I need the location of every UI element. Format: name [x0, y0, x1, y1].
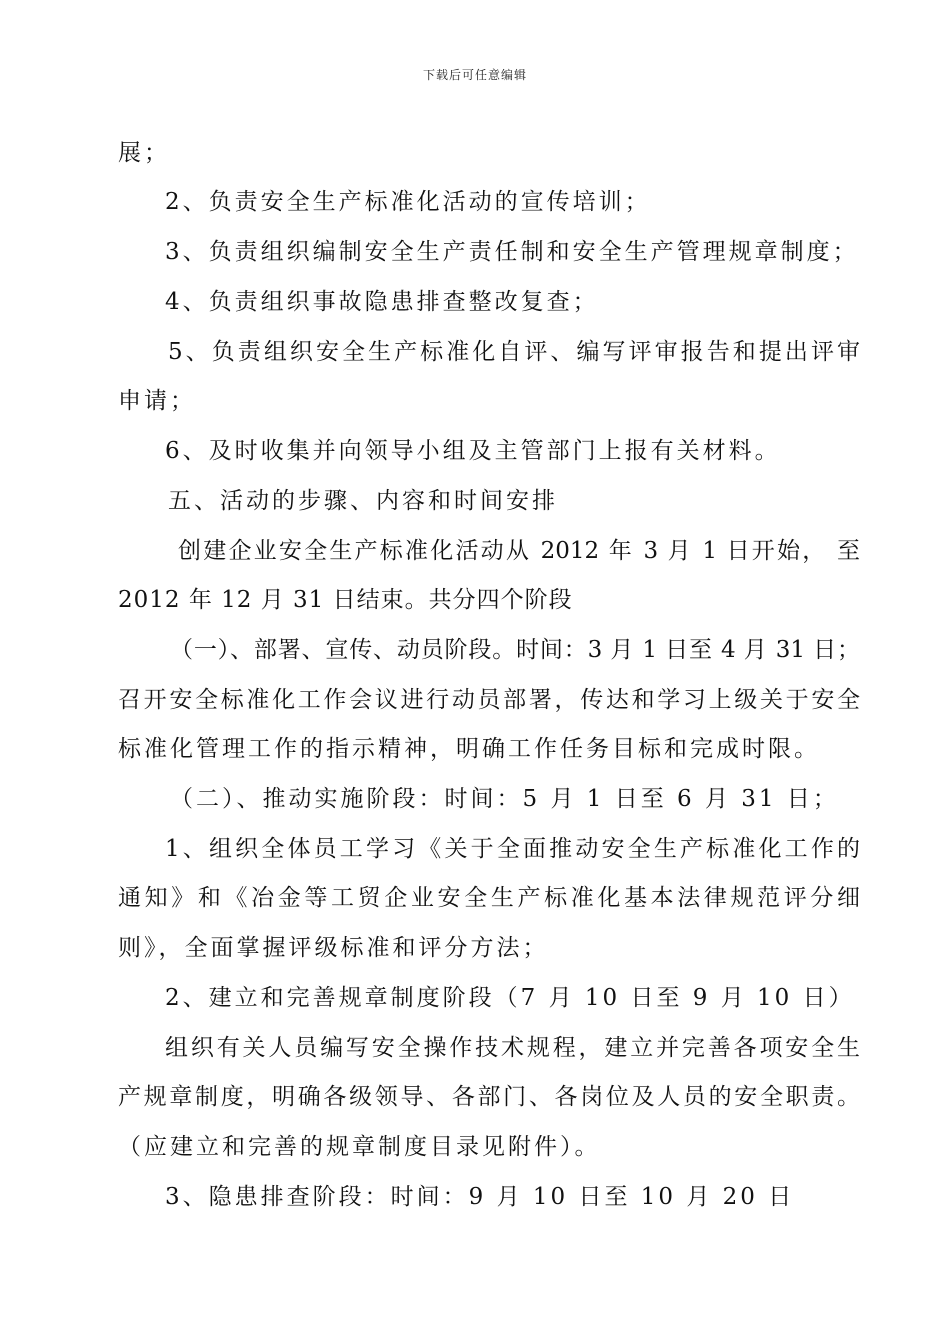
text-line: 组织有关人员编写安全操作技术规程，建立并完善各项安全生 — [165, 1035, 860, 1061]
text-line: 标准化管理工作的指示精神，明确工作任务目标和完成时限。 — [118, 736, 820, 762]
section-heading: 五、活动的步骤、内容和时间安排 — [168, 488, 558, 514]
text-line: 4、负责组织事故隐患排查整改复查； — [165, 289, 599, 315]
text-line: 3、负责组织编制安全生产责任制和安全生产管理规章制度； — [165, 239, 859, 265]
text-line: 5、负责组织安全生产标准化自评、编写评审报告和提出评审 — [168, 339, 860, 365]
text-line: 2012 年 12 月 31 日结束。共分四个阶段 — [118, 587, 573, 613]
text-line: 6、及时收集并向领导小组及主管部门上报有关材料。 — [165, 438, 781, 464]
text-line: 通知》和《冶金等工贸企业安全生产标准化基本法律规范评分细 — [118, 885, 860, 911]
text-line: 则》，全面掌握评级标准和评分方法； — [118, 935, 549, 961]
text-line: 1、组织全体员工学习《关于全面推动安全生产标准化工作的 — [165, 836, 860, 862]
text-line: 申请； — [118, 388, 196, 414]
text-line: （应建立和完善的规章制度目录见附件）。 — [118, 1134, 601, 1160]
text-line: 2、负责安全生产标准化活动的宣传培训； — [165, 189, 651, 215]
text-line: （一）、部署、宣传、动员阶段。时间：3 月 1 日至 4 月 31 日； — [170, 637, 860, 663]
text-line: 2、建立和完善规章制度阶段（7 月 10 日至 9 月 10 日） — [165, 985, 855, 1011]
page-header: 下载后可任意编辑 — [422, 68, 527, 82]
text-line: （二）、推动实施阶段：时间：5 月 1 日至 6 月 31 日； — [170, 786, 839, 812]
text-line: 产规章制度，明确各级领导、各部门、各岗位及人员的安全职责。 — [118, 1084, 860, 1110]
text-line: 创建企业安全生产标准化活动从 2012 年 3 月 1 日开始， 至 — [178, 538, 860, 564]
text-line: 展； — [118, 140, 170, 166]
text-line: 3、隐患排查阶段：时间：9 月 10 日至 10 月 20 日 — [165, 1184, 795, 1210]
text-line: 召开安全标准化工作会议进行动员部署，传达和学习上级关于安全 — [118, 687, 860, 713]
